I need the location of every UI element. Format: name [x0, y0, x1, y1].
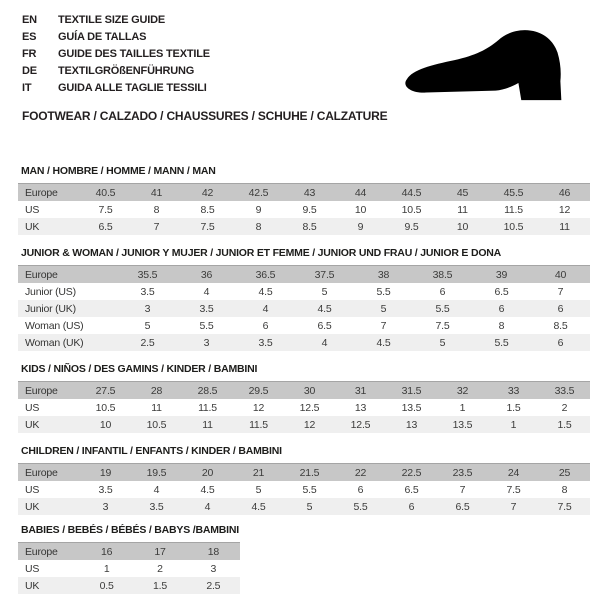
size-cell: 4.5 — [354, 334, 413, 351]
size-cell: 28.5 — [182, 382, 233, 400]
size-cell: 5 — [284, 498, 335, 515]
size-cell: 25 — [539, 464, 590, 482]
size-cell: 45 — [437, 184, 488, 202]
size-cell: 6 — [413, 283, 472, 300]
size-cell: 7.5 — [413, 317, 472, 334]
size-cell: 46 — [539, 184, 590, 202]
row-label-cell: Junior (UK) — [18, 300, 118, 317]
table-row — [18, 399, 590, 416]
size-cell: 8 — [539, 481, 590, 498]
row-label-cell: US — [18, 481, 80, 498]
size-table — [18, 381, 590, 433]
size-cell: 5.5 — [177, 317, 236, 334]
size-cell: 2.5 — [187, 577, 240, 594]
size-cell: 20 — [182, 464, 233, 482]
size-cell: 7 — [354, 317, 413, 334]
table-row — [18, 416, 590, 433]
size-cell: 10.5 — [131, 416, 182, 433]
size-table-section — [18, 247, 590, 351]
size-cell: 12 — [284, 416, 335, 433]
size-cell: 5.5 — [472, 334, 531, 351]
size-cell: 10.5 — [488, 218, 539, 235]
size-cell: 6.5 — [472, 283, 531, 300]
size-cell: 4.5 — [233, 498, 284, 515]
size-cell: 43 — [284, 184, 335, 202]
size-cell: 9 — [233, 201, 284, 218]
size-cell: 3.5 — [131, 498, 182, 515]
row-label-cell: US — [18, 201, 80, 218]
row-label-cell: US — [18, 560, 80, 577]
table-title: KIDS / NIÑOS / DES GAMINS / KINDER / BAMBINI — [21, 363, 258, 375]
size-cell: 42.5 — [233, 184, 284, 202]
size-cell: 40.5 — [80, 184, 131, 202]
size-cell: 11.5 — [488, 201, 539, 218]
size-cell: 8 — [472, 317, 531, 334]
size-cell: 18 — [187, 543, 240, 561]
size-tables — [18, 165, 590, 594]
size-cell: 29.5 — [233, 382, 284, 400]
row-label-cell: UK — [18, 577, 80, 594]
size-cell: 10.5 — [80, 399, 131, 416]
size-cell: 5 — [354, 300, 413, 317]
size-cell: 4.5 — [182, 481, 233, 498]
size-cell: 9 — [335, 218, 386, 235]
language-label: TEXTILGRÖßENFÜHRUNG — [58, 65, 195, 77]
size-cell: 5.5 — [413, 300, 472, 317]
size-cell: 13.5 — [437, 416, 488, 433]
size-cell: 13 — [386, 416, 437, 433]
size-cell: 6.5 — [80, 218, 131, 235]
size-cell: 9.5 — [284, 201, 335, 218]
size-cell: 12 — [539, 201, 590, 218]
size-cell: 7 — [437, 481, 488, 498]
table-row — [18, 266, 590, 284]
row-label-cell: Europe — [18, 543, 80, 561]
size-cell: 2 — [133, 560, 186, 577]
table-title: JUNIOR & WOMAN / JUNIOR Y MUJER / JUNIOR ET FEMME / JUNIOR UND FRAU / JUNIOR E DONA — [21, 247, 502, 259]
size-cell: 6.5 — [437, 498, 488, 515]
size-cell: 7.5 — [182, 218, 233, 235]
size-cell: 3 — [187, 560, 240, 577]
size-cell: 36 — [177, 266, 236, 284]
size-cell: 10 — [437, 218, 488, 235]
row-label-cell: Europe — [18, 382, 80, 400]
size-cell: 45.5 — [488, 184, 539, 202]
size-cell: 6.5 — [295, 317, 354, 334]
size-cell: 6 — [531, 300, 590, 317]
size-cell: 31.5 — [386, 382, 437, 400]
size-cell: 42 — [182, 184, 233, 202]
table-row — [18, 382, 590, 400]
size-cell: 4 — [295, 334, 354, 351]
size-cell: 1.5 — [133, 577, 186, 594]
size-cell: 10 — [80, 416, 131, 433]
size-cell: 10.5 — [386, 201, 437, 218]
size-cell: 39 — [472, 266, 531, 284]
size-cell: 5 — [233, 481, 284, 498]
size-cell: 1.5 — [539, 416, 590, 433]
size-table-section — [18, 445, 590, 515]
language-label: GUIDE DES TAILLES TEXTILE — [58, 48, 210, 60]
size-cell: 12.5 — [335, 416, 386, 433]
size-cell: 5 — [295, 283, 354, 300]
size-cell: 3 — [118, 300, 177, 317]
size-cell: 11 — [539, 218, 590, 235]
size-cell: 23.5 — [437, 464, 488, 482]
table-row — [18, 481, 590, 498]
size-cell: 21 — [233, 464, 284, 482]
size-cell: 4 — [131, 481, 182, 498]
size-cell: 0.5 — [80, 577, 133, 594]
size-cell: 10 — [335, 201, 386, 218]
size-cell: 31 — [335, 382, 386, 400]
size-cell: 36.5 — [236, 266, 295, 284]
size-cell: 6 — [386, 498, 437, 515]
language-row — [22, 80, 210, 97]
size-cell: 38 — [354, 266, 413, 284]
table-title: MAN / HOMBRE / HOMME / MANN / MAN — [21, 165, 216, 177]
row-label-cell: Woman (UK) — [18, 334, 118, 351]
table-row — [18, 300, 590, 317]
table-row — [18, 498, 590, 515]
language-code: DE — [22, 65, 37, 77]
size-cell: 22 — [335, 464, 386, 482]
row-label-cell: Europe — [18, 464, 80, 482]
size-cell: 5.5 — [335, 498, 386, 515]
table-row — [18, 218, 590, 235]
size-cell: 7.5 — [80, 201, 131, 218]
language-code: IT — [22, 82, 32, 94]
size-cell: 3.5 — [177, 300, 236, 317]
size-cell: 41 — [131, 184, 182, 202]
size-cell: 11 — [437, 201, 488, 218]
language-code: EN — [22, 14, 37, 26]
size-cell: 5.5 — [354, 283, 413, 300]
size-cell: 11.5 — [182, 399, 233, 416]
size-cell: 8.5 — [182, 201, 233, 218]
size-cell: 13.5 — [386, 399, 437, 416]
size-cell: 9.5 — [386, 218, 437, 235]
size-cell: 8.5 — [531, 317, 590, 334]
size-cell: 3.5 — [236, 334, 295, 351]
row-label-cell: Junior (US) — [18, 283, 118, 300]
size-table-section — [18, 363, 590, 433]
language-list — [22, 12, 210, 97]
size-cell: 32 — [437, 382, 488, 400]
size-cell: 28 — [131, 382, 182, 400]
size-cell: 30 — [284, 382, 335, 400]
table-row — [18, 464, 590, 482]
size-cell: 7 — [531, 283, 590, 300]
size-cell: 2.5 — [118, 334, 177, 351]
size-cell: 1 — [437, 399, 488, 416]
size-cell: 8.5 — [284, 218, 335, 235]
size-cell: 33 — [488, 382, 539, 400]
size-cell: 11 — [182, 416, 233, 433]
size-cell: 2 — [539, 399, 590, 416]
table-title: BABIES / BEBÉS / BÉBÉS / BABYS /BAMBINI — [21, 524, 239, 536]
size-cell: 21.5 — [284, 464, 335, 482]
language-code: FR — [22, 48, 37, 60]
size-table-section — [18, 165, 590, 235]
table-row — [18, 317, 590, 334]
table-row — [18, 577, 240, 594]
size-cell: 7 — [488, 498, 539, 515]
size-cell: 6 — [335, 481, 386, 498]
size-cell: 4 — [236, 300, 295, 317]
size-cell: 3 — [177, 334, 236, 351]
row-label-cell: Europe — [18, 266, 118, 284]
table-row — [18, 334, 590, 351]
table-row — [18, 543, 240, 561]
size-cell: 7.5 — [488, 481, 539, 498]
size-table-section — [18, 524, 590, 594]
size-cell: 8 — [233, 218, 284, 235]
size-cell: 19 — [80, 464, 131, 482]
size-cell: 44.5 — [386, 184, 437, 202]
row-label-cell: UK — [18, 498, 80, 515]
size-cell: 7.5 — [539, 498, 590, 515]
size-cell: 3.5 — [80, 481, 131, 498]
size-cell: 5 — [413, 334, 472, 351]
size-cell: 12.5 — [284, 399, 335, 416]
language-code: ES — [22, 31, 37, 43]
size-cell: 22.5 — [386, 464, 437, 482]
size-cell: 5.5 — [284, 481, 335, 498]
table-row — [18, 560, 240, 577]
size-cell: 35.5 — [118, 266, 177, 284]
size-cell: 16 — [80, 543, 133, 561]
row-label-cell: Europe — [18, 184, 80, 202]
size-cell: 6 — [531, 334, 590, 351]
size-cell: 11.5 — [233, 416, 284, 433]
size-cell: 8 — [131, 201, 182, 218]
language-row — [22, 46, 210, 63]
row-label-cell: Woman (US) — [18, 317, 118, 334]
size-cell: 27.5 — [80, 382, 131, 400]
category-title: FOOTWEAR / CALZADO / CHAUSSURES / SCHUHE / CALZATURE — [22, 109, 388, 123]
size-cell: 11 — [131, 399, 182, 416]
size-cell: 13 — [335, 399, 386, 416]
size-cell: 40 — [531, 266, 590, 284]
size-cell: 5 — [118, 317, 177, 334]
language-label: GUIDA ALLE TAGLIE TESSILI — [58, 82, 207, 94]
size-cell: 1 — [488, 416, 539, 433]
size-cell: 7 — [131, 218, 182, 235]
table-row — [18, 184, 590, 202]
language-row — [22, 12, 210, 29]
language-row — [22, 63, 210, 80]
size-cell: 37.5 — [295, 266, 354, 284]
size-cell: 1.5 — [488, 399, 539, 416]
row-label-cell: UK — [18, 416, 80, 433]
size-cell: 12 — [233, 399, 284, 416]
size-table — [18, 265, 590, 351]
dress-shoe-icon — [393, 22, 579, 104]
size-cell: 33.5 — [539, 382, 590, 400]
size-cell: 6 — [472, 300, 531, 317]
language-label: TEXTILE SIZE GUIDE — [58, 14, 166, 26]
size-cell: 19.5 — [131, 464, 182, 482]
row-label-cell: US — [18, 399, 80, 416]
size-cell: 38.5 — [413, 266, 472, 284]
size-cell: 4 — [182, 498, 233, 515]
size-cell: 24 — [488, 464, 539, 482]
language-label: GUÍA DE TALLAS — [58, 31, 147, 43]
table-row — [18, 201, 590, 218]
table-title: CHILDREN / INFANTIL / ENFANTS / KINDER / BAMBINI — [21, 445, 282, 457]
size-table — [18, 183, 590, 235]
size-cell: 6.5 — [386, 481, 437, 498]
language-row — [22, 29, 210, 46]
size-cell: 6 — [236, 317, 295, 334]
row-label-cell: UK — [18, 218, 80, 235]
table-row — [18, 283, 590, 300]
size-cell: 1 — [80, 560, 133, 577]
size-cell: 3 — [80, 498, 131, 515]
size-cell: 4.5 — [295, 300, 354, 317]
size-cell: 44 — [335, 184, 386, 202]
size-cell: 4.5 — [236, 283, 295, 300]
size-cell: 17 — [133, 543, 186, 561]
size-table — [18, 542, 240, 594]
size-table — [18, 463, 590, 515]
size-cell: 3.5 — [118, 283, 177, 300]
size-cell: 4 — [177, 283, 236, 300]
